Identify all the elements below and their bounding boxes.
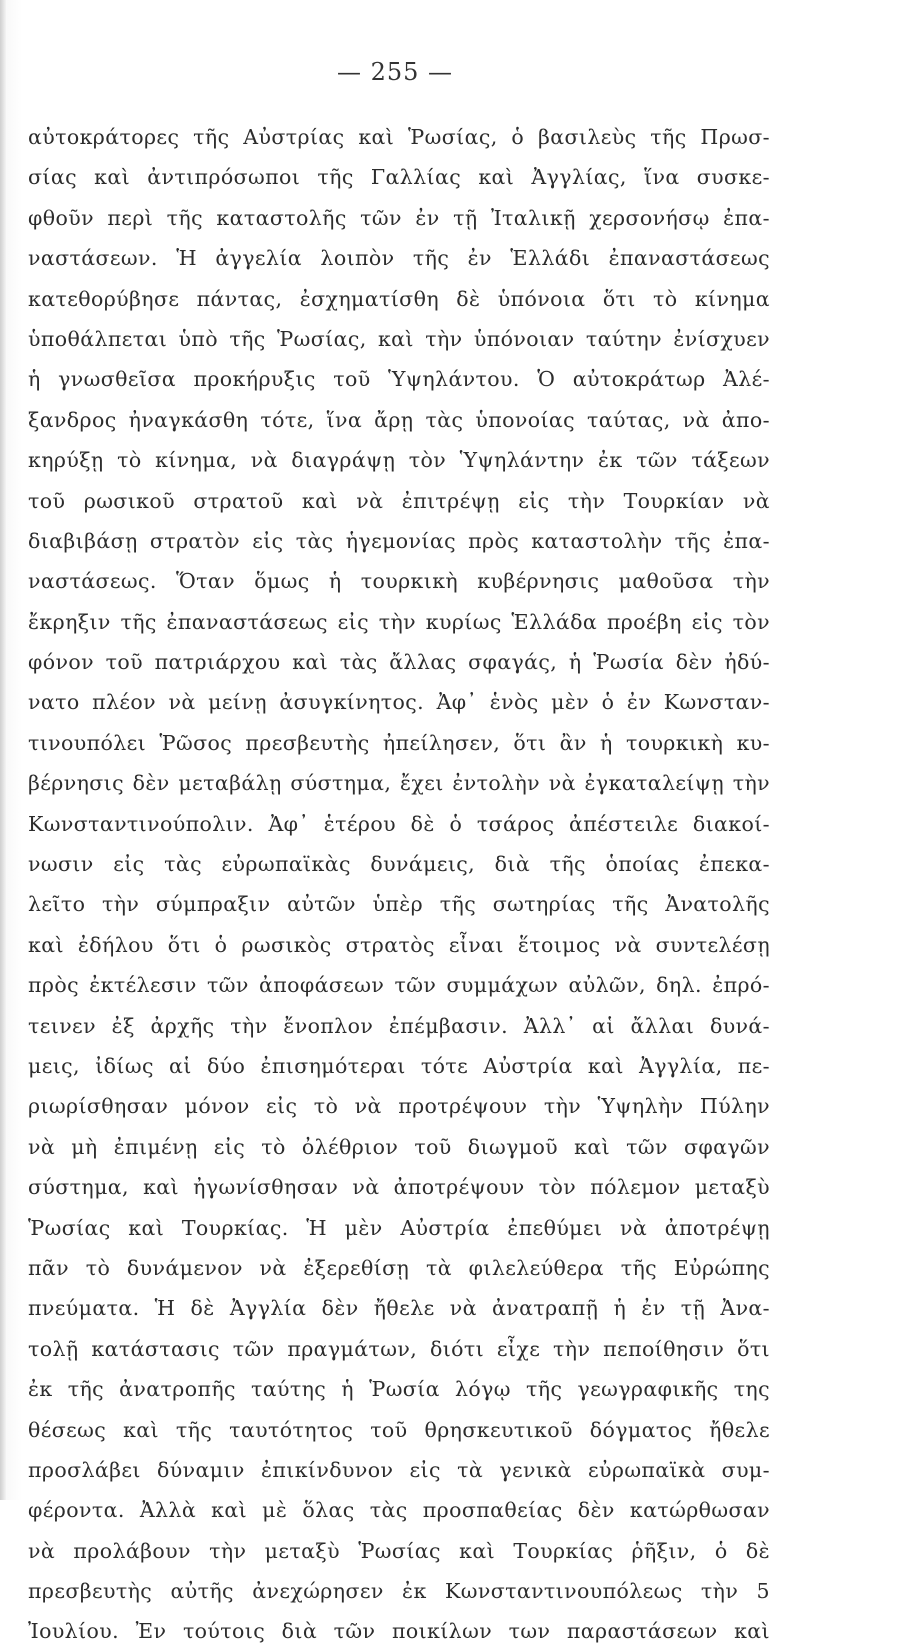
text-line: καὶ ἐδήλου ὅτι ὁ ρωσικὸς στρατὸς εἶναι ἕτοιμος νὰ συντελέσῃ [28, 932, 770, 957]
text-line: νὰ προλάβουν τὴν μεταξὺ Ῥωσίας καὶ Τουρκίας ῥῆξιν, ὁ δὲ [28, 1538, 770, 1563]
text-line: ξανδρος ἠναγκάσθη τότε, ἵνα ἄρῃ τὰς ὑπονοίας ταύτας, νὰ ἀπο- [28, 407, 770, 432]
page-number: — 255 — [336, 58, 454, 86]
text-line: ἐκ τῆς ἀνατροπῆς ταύτης ἡ Ῥωσία λόγῳ τῆς γεωγραφικῆς της [28, 1377, 770, 1402]
text-line: φόνον τοῦ πατριάρχου καὶ τὰς ἄλλας σφαγάς, ἡ Ῥωσία δὲν ἠδύ- [28, 650, 770, 675]
text-line: μεις, ἰδίως αἱ δύο ἐπισημότεραι τότε Αὐστρία καὶ Ἀγγλία, πε- [28, 1053, 770, 1078]
text-line: Ῥωσίας καὶ Τουρκίας. Ἡ μὲν Αὐστρία ἐπεθύμει νὰ ἀποτρέψῃ [28, 1215, 770, 1240]
text-line: τεινεν ἐξ ἀρχῆς τὴν ἔνοπλον ἐπέμβασιν. Ἀλλ᾽ αἱ ἄλλαι δυνά- [28, 1013, 770, 1038]
text-line: φθοῦν περὶ τῆς καταστολῆς τῶν ἐν τῇ Ἰταλικῇ χερσονήσῳ ἐπα- [28, 205, 770, 230]
text-line: προσλάβει δύναμιν ἐπικίνδυνον εἰς τὰ γενικὰ εὐρωπαϊκὰ συμ- [28, 1457, 770, 1482]
text-line: λεῖτο τὴν σύμπραξιν αὐτῶν ὑπὲρ τῆς σωτηρίας τῆς Ἀνατολῆς [28, 892, 770, 917]
text-line: ἔκρηξιν τῆς ἐπαναστάσεως εἰς τὴν κυρίως Ἑλλάδα προέβη εἰς τὸν [28, 609, 770, 634]
text-line: σύστημα, καὶ ἠγωνίσθησαν νὰ ἀποτρέψουν τὸν πόλεμον μεταξὺ [28, 1175, 770, 1200]
text-line: Κωνσταντινούπολιν. Ἀφ᾽ ἑτέρου δὲ ὁ τσάρος ἀπέστειλε διακοί- [28, 811, 770, 836]
text-line: ἡ γνωσθεῖσα προκήρυξις τοῦ Ὑψηλάντου. Ὁ αὐτοκράτωρ Ἀλέ- [28, 367, 770, 392]
text-line: νωσιν εἰς τὰς εὐρωπαϊκὰς δυνάμεις, διὰ τῆς ὁποίας ἐπεκα- [28, 852, 770, 877]
text-line: τινουπόλει Ῥῶσος πρεσβευτὴς ἠπείλησεν, ὅτι ἂν ἡ τουρκικὴ κυ- [28, 730, 770, 755]
text-line: ριωρίσθησαν μόνον εἰς τὸ νὰ προτρέψουν τὴν Ὑψηλὴν Πύλην [28, 1094, 770, 1119]
text-line: αὐτοκράτορες τῆς Αὐστρίας καὶ Ῥωσίας, ὁ βασιλεὺς τῆς Πρωσ- [28, 125, 770, 149]
text-line: κηρύξῃ τὸ κίνημα, νὰ διαγράψῃ τὸν Ὑψηλάντην ἐκ τῶν τάξεων [28, 448, 770, 473]
text-line: τολῇ κατάστασις τῶν πραγμάτων, διότι εἶχε τὴν πεποίθησιν ὅτι [28, 1336, 770, 1361]
text-line: ναστάσεων. Ἡ ἀγγελία λοιπὸν τῆς ἐν Ἑλλάδι ἐπαναστάσεως [28, 246, 770, 271]
body-text [28, 117, 770, 1652]
text-line: βέρνησις δὲν μεταβάλῃ σύστημα, ἔχει ἐντολὴν νὰ ἐγκαταλείψῃ τὴν [28, 771, 770, 796]
text-line: νὰ μὴ ἐπιμένῃ εἰς τὸ ὀλέθριον τοῦ διωγμοῦ καὶ τῶν σφαγῶν [28, 1134, 770, 1159]
text-line: νατο πλέον νὰ μείνῃ ἀσυγκίνητος. Ἀφ᾽ ἑνὸς μὲν ὁ ἐν Κωνσταν- [28, 690, 770, 715]
text-line: πρὸς ἐκτέλεσιν τῶν ἀποφάσεων τῶν συμμάχων αὐλῶν, δηλ. ἐπρό- [28, 973, 770, 998]
text-line: ὑποθάλπεται ὑπὸ τῆς Ῥωσίας, καὶ τὴν ὑπόνοιαν ταύτην ἐνίσχυεν [28, 326, 770, 351]
text-line: πᾶν τὸ δυνάμενον νὰ ἐξερεθίσῃ τὰ φιλελεύθερα τῆς Εὐρώπης [28, 1255, 770, 1280]
text-line: σίας καὶ ἀντιπρόσωποι τῆς Γαλλίας καὶ Ἀγγλίας, ἵνα συσκε- [28, 165, 770, 190]
text-line: τοῦ ρωσικοῦ στρατοῦ καὶ νὰ ἐπιτρέψῃ εἰς τὴν Τουρκίαν νὰ [28, 488, 770, 513]
text-line: Ἰουλίου. Ἐν τούτοις διὰ τῶν ποικίλων των παραστάσεων καὶ [28, 1619, 770, 1644]
text-line: θέσεως καὶ τῆς ταυτότητος τοῦ θρησκευτικοῦ δόγματος ἤθελε [28, 1417, 770, 1442]
page-binding-edge [0, 0, 6, 1500]
text-line: φέροντα. Ἀλλὰ καὶ μὲ ὅλας τὰς προσπαθείας δὲν κατώρθωσαν [28, 1498, 770, 1523]
text-line: πνεύματα. Ἡ δὲ Ἀγγλία δὲν ἤθελε νὰ ἀνατραπῇ ἡ ἐν τῇ Ἀνα- [28, 1296, 770, 1321]
text-line: πρεσβευτὴς αὐτῆς ἀνεχώρησεν ἐκ Κωνσταντινουπόλεως τὴν 5 [28, 1579, 770, 1604]
text-line: διαβιβάσῃ στρατὸν εἰς τὰς ἡγεμονίας πρὸς καταστολὴν τῆς ἐπα- [28, 528, 770, 553]
text-line: κατεθορύβησε πάντας, ἐσχηματίσθη δὲ ὑπόνοια ὅτι τὸ κίνημα [28, 286, 770, 311]
text-line: ναστάσεως. Ὅταν ὅμως ἡ τουρκικὴ κυβέρνησις μαθοῦσα τὴν [28, 569, 770, 594]
